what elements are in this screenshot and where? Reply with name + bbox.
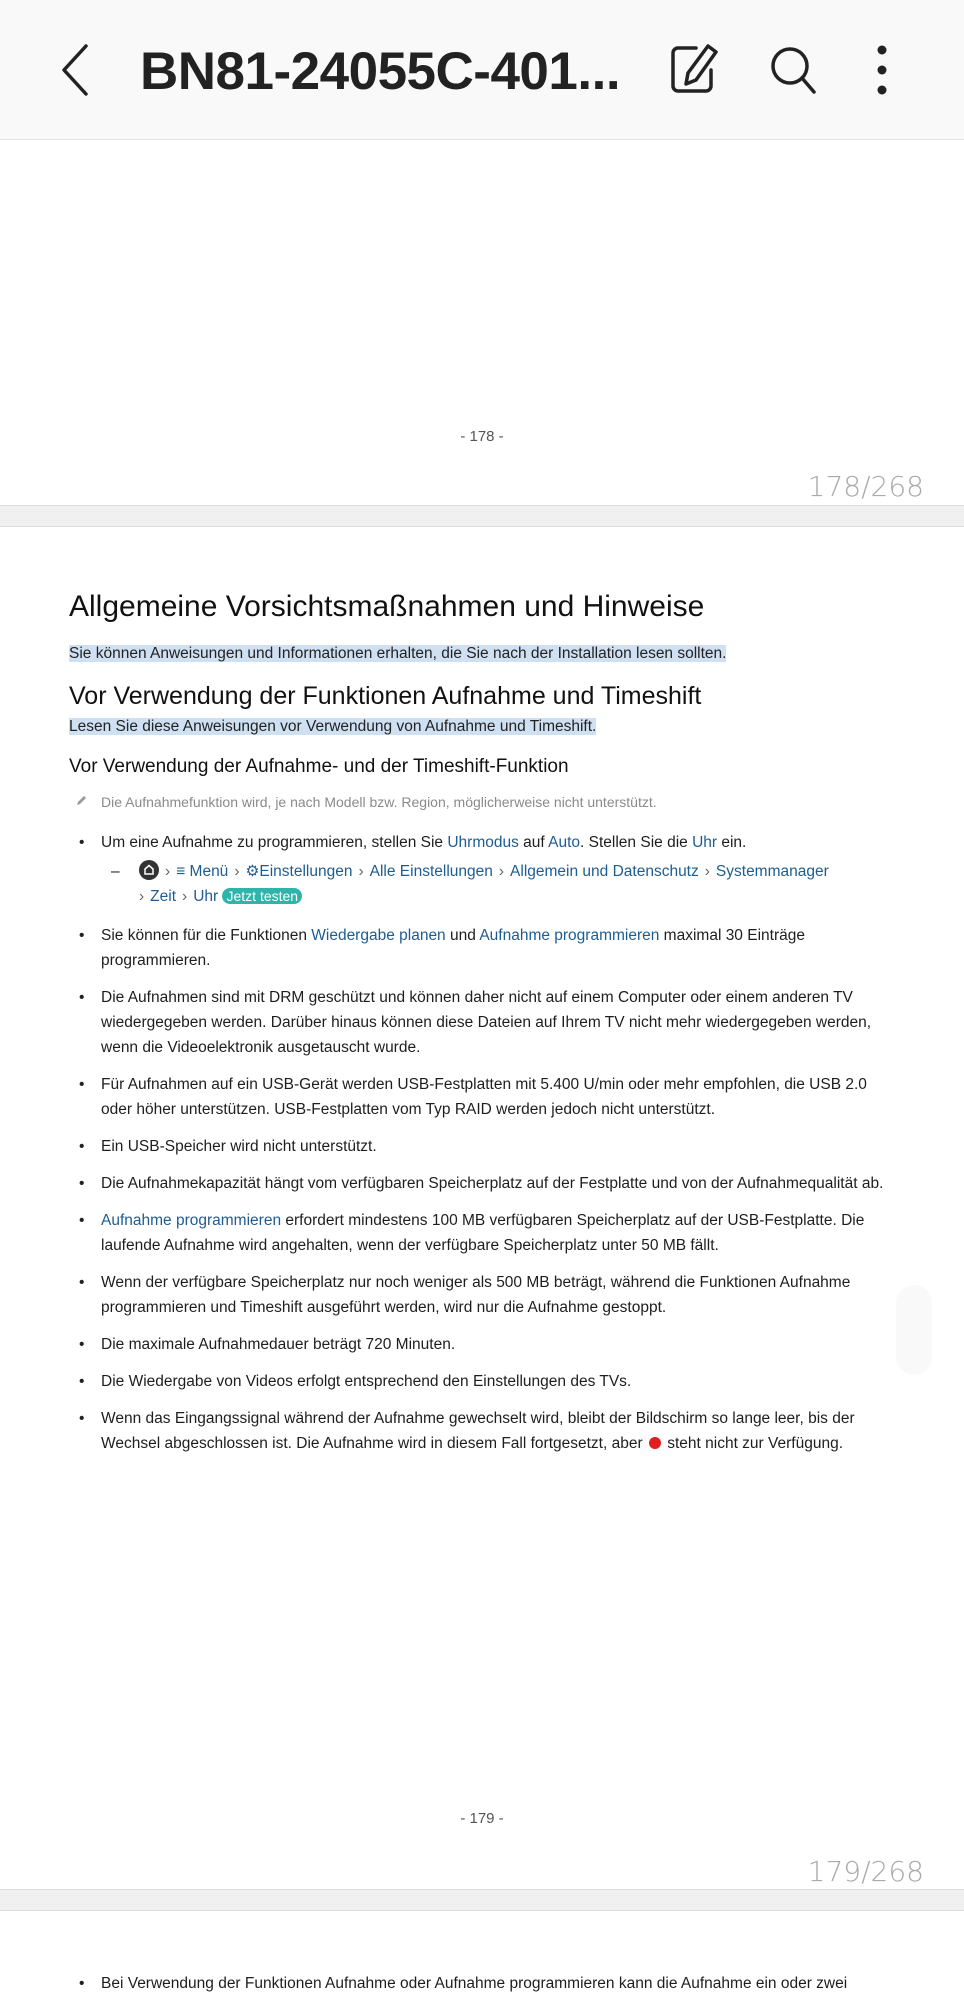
page-counter: 178/268 bbox=[807, 470, 924, 503]
list-item: • Die Aufnahmen sind mit DRM geschützt und können daher nicht auf einem Computer oder einem anderen TV wiedergegeben werden. Darüber hinaus können diese Dateien auf Ihrem TV nicht mehr wiedergegeben werden, wenn die Videoelektronik ausgetauscht wurde. bbox=[69, 985, 899, 1060]
path-system-manager[interactable]: Systemmanager bbox=[715, 863, 829, 880]
more-vertical-icon bbox=[856, 42, 912, 98]
list-item: • Ein USB-Speicher wird nicht unterstützt. bbox=[69, 1134, 899, 1159]
list-item: • Bei Verwendung der Funktionen Aufnahme oder Aufnahme programmieren kann die Aufnahme ein oder zwei bbox=[69, 1975, 847, 1993]
menu-icon: ≡ bbox=[176, 863, 190, 880]
highlighted-intro-text[interactable]: Sie können Anweisungen und Informationen erhalten, die Sie nach der Installation lesen sollten. bbox=[69, 645, 727, 662]
search-icon bbox=[766, 42, 822, 98]
link-wiedergabe-planen[interactable]: Wiedergabe planen bbox=[311, 927, 446, 944]
more-options-button[interactable] bbox=[856, 42, 912, 98]
link-uhrmodus[interactable]: Uhrmodus bbox=[447, 834, 519, 851]
page-counter: 179/268 bbox=[807, 1855, 924, 1888]
heading-main: Allgemeine Vorsichtsmaßnahmen und Hinweise bbox=[69, 590, 705, 623]
chevron-right-icon: › bbox=[498, 863, 505, 880]
home-icon bbox=[139, 860, 159, 880]
chevron-right-icon: › bbox=[139, 888, 145, 905]
list-item: • Die Aufnahmekapazität hängt vom verfügbaren Speicherplatz auf der Festplatte und von der Aufnahmequalität ab. bbox=[69, 1171, 899, 1196]
list-item: • Um eine Aufnahme zu programmieren, stellen Sie Uhrmodus auf Auto. Stellen Sie die Uhr ein. bbox=[69, 830, 899, 855]
document-title: BN81-24055C-401... bbox=[140, 42, 621, 101]
list-item: • Sie können für die Funktionen Wiedergabe planen und Aufnahme programmieren maximal 30 Einträge programmieren. bbox=[69, 923, 899, 973]
path-dash: – bbox=[111, 863, 120, 880]
link-aufnahme-programmieren[interactable]: Aufnahme programmieren bbox=[479, 927, 660, 944]
app-bar bbox=[0, 0, 964, 140]
path-settings[interactable]: ⚙Einstellungen bbox=[245, 863, 353, 880]
chevron-left-icon bbox=[56, 42, 96, 98]
note-text: Die Aufnahmefunktion wird, je nach Modell bzw. Region, möglicherweise nicht unterstützt. bbox=[101, 794, 657, 810]
page-separator bbox=[0, 1889, 964, 1911]
list-item: • Wenn das Eingangssignal während der Aufnahme gewechselt wird, bleibt der Bildschirm so lange leer, bis der Wechsel abgeschlossen ist. Die Aufnahme wird in diesem Fall fortgesetzt, aber steht nicht zur Verfügung. bbox=[69, 1406, 899, 1456]
note bbox=[75, 794, 657, 810]
list-item: • Die Wiedergabe von Videos erfolgt entsprechend den Einstellungen des TVs. bbox=[69, 1369, 899, 1394]
edit-button[interactable] bbox=[666, 42, 722, 98]
search-button[interactable] bbox=[766, 42, 822, 98]
bullet-list bbox=[69, 830, 899, 1468]
try-now-button[interactable]: Jetzt testen bbox=[222, 888, 302, 904]
path-menu[interactable]: ≡ Menü bbox=[176, 863, 229, 880]
path-time[interactable]: Zeit bbox=[150, 888, 177, 905]
list-item: • Aufnahme programmieren erfordert mindestens 100 MB verfügbaren Speicherplatz auf der USB-Festplatte. Die laufende Aufnahme wird angehalten, wenn der verfügbare Speicherplatz unter 50 MB fällt. bbox=[69, 1208, 899, 1258]
highlighted-section-text[interactable]: Lesen Sie diese Anweisungen vor Verwendung von Aufnahme und Timeshift. bbox=[69, 718, 597, 735]
back-button[interactable] bbox=[56, 42, 96, 98]
path-all-settings[interactable]: Alle Einstellungen bbox=[369, 863, 493, 880]
link-auto[interactable]: Auto bbox=[548, 834, 581, 851]
note-pencil-icon bbox=[75, 794, 89, 810]
list-item: • Die maximale Aufnahmedauer beträgt 720 Minuten. bbox=[69, 1332, 899, 1357]
heading-section: Vor Verwendung der Funktionen Aufnahme und Timeshift bbox=[69, 682, 702, 710]
path-general-privacy[interactable]: Allgemein und Datenschutz bbox=[510, 863, 699, 880]
menu-path bbox=[69, 859, 899, 909]
chevron-right-icon: › bbox=[704, 863, 710, 880]
link-aufnahme-programmieren[interactable]: Aufnahme programmieren bbox=[101, 1212, 282, 1229]
chevron-right-icon: › bbox=[165, 863, 171, 880]
list-item: • Für Aufnahmen auf ein USB-Gerät werden USB-Festplatten mit 5.400 U/min oder mehr empfohlen, die USB 2.0 oder höher unterstützen. USB-Festplatten vom Typ RAID werden jedoch nicht unterstützt. bbox=[69, 1072, 899, 1122]
page-footer-number: - 178 - bbox=[460, 428, 504, 445]
gear-icon: ⚙ bbox=[245, 863, 260, 880]
scroll-handle[interactable] bbox=[896, 1285, 932, 1375]
page-footer-number: - 179 - bbox=[460, 1810, 504, 1827]
list-item: • Wenn der verfügbare Speicherplatz nur noch weniger als 500 MB beträgt, während die Funktionen Aufnahme programmieren und Timeshift ausgeführt werden, wird nur die Aufnahme gestoppt. bbox=[69, 1270, 899, 1320]
chevron-right-icon: › bbox=[358, 863, 364, 880]
chevron-right-icon: › bbox=[182, 888, 188, 905]
chevron-right-icon: › bbox=[234, 863, 240, 880]
path-clock[interactable]: Uhr bbox=[193, 888, 219, 905]
record-icon bbox=[649, 1437, 661, 1449]
link-uhr[interactable]: Uhr bbox=[692, 834, 718, 851]
heading-subsection: Vor Verwendung der Aufnahme- und der Timeshift-Funktion bbox=[69, 756, 569, 777]
page-separator bbox=[0, 505, 964, 527]
edit-pencil-icon bbox=[666, 42, 722, 98]
